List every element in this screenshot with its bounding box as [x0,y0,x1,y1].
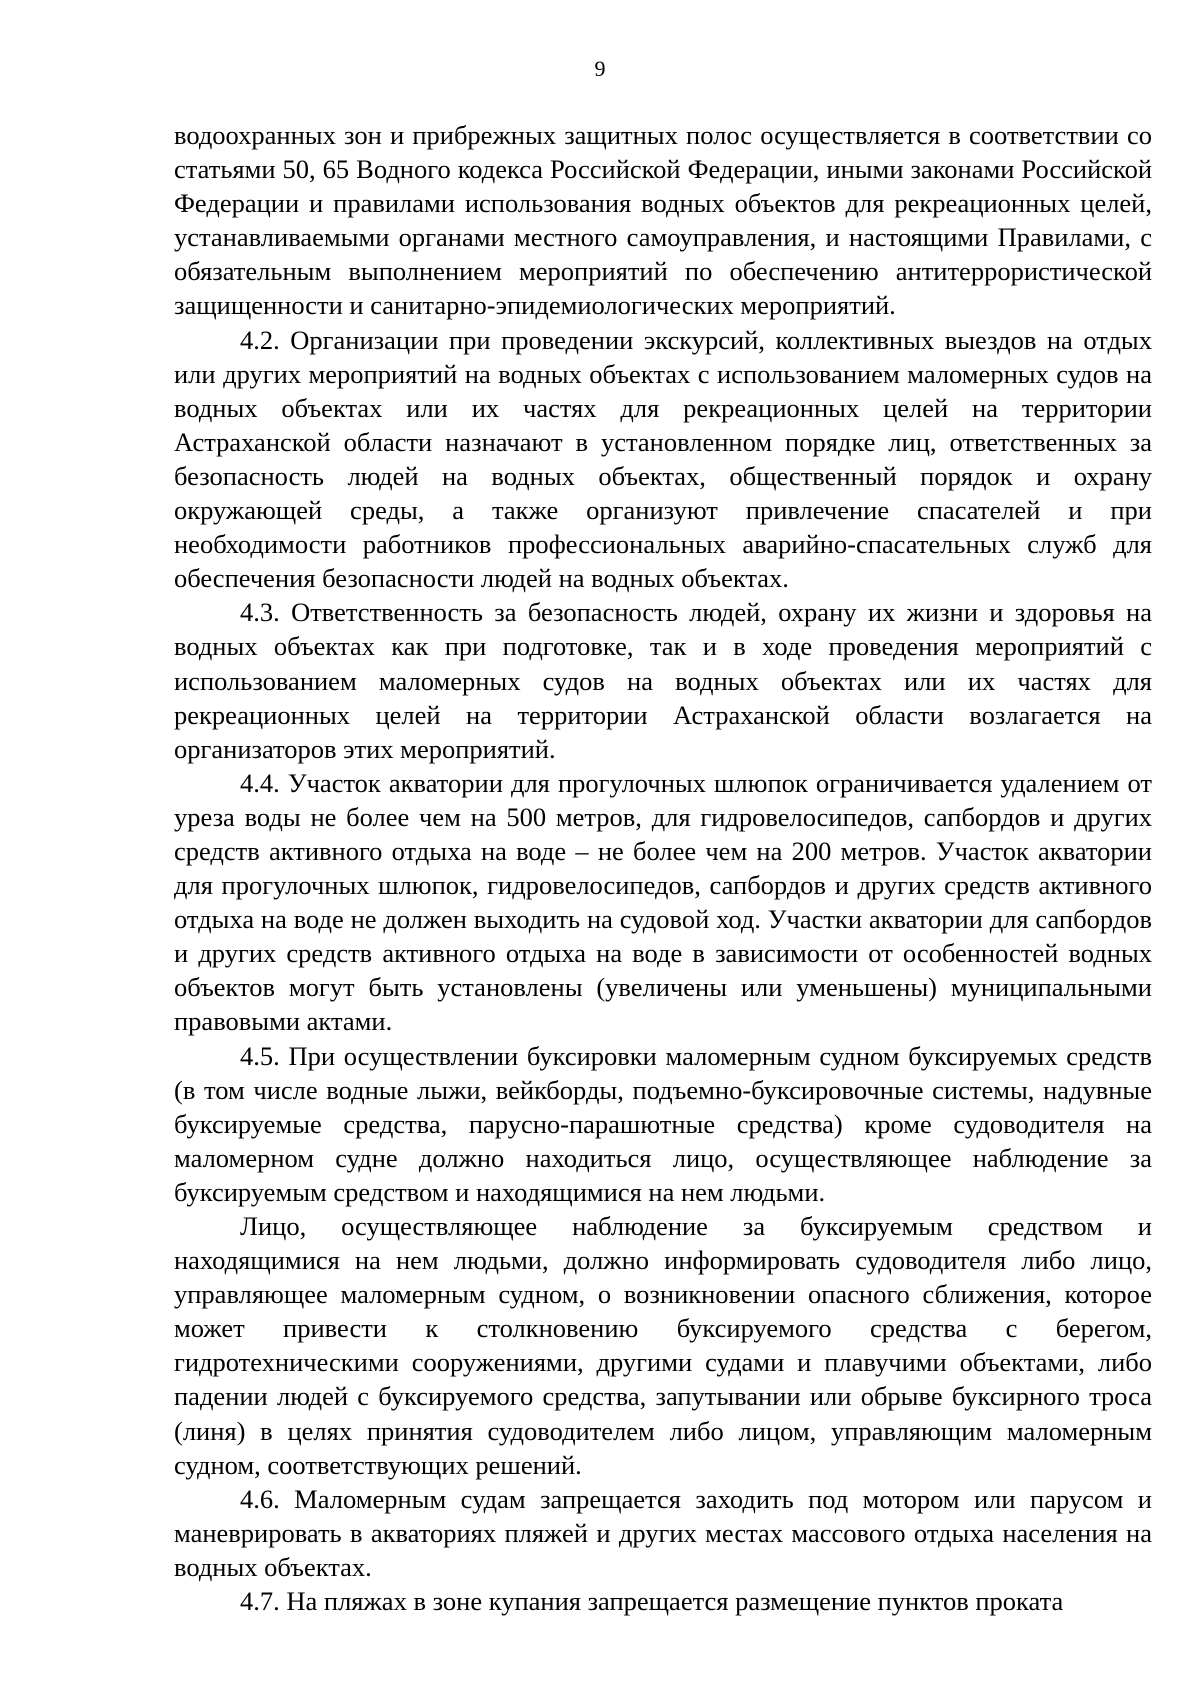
paragraph-4-6: 4.6. Маломерным судам запрещается заходить под мотором или парусом и маневрировать в акваториях пляжей и других местах массового отдыха населения на водных объектах. [174,1483,1152,1582]
paragraph-4-3: 4.3. Ответственность за безопасность людей, охрану их жизни и здоровья на водных объектах как при подготовке, так и в ходе проведения мероприятий с использованием маломерных судов на водных объектах или их частях для рекреационных целей на территории Астраханской области возлагается на организаторов этих мероприятий. [174,597,1152,764]
paragraph-4-5: 4.5. При осуществлении буксировки маломерным судном буксируемых средств (в том числе водные лыжи, вейкборды, подъемно-буксировочные системы, надувные буксируемые средства, парусно-парашютные средства) кроме судоводителя на маломерном судне должно находиться лицо, осуществляющее наблюдение за буксируемым средством и находящимися на нем людьми. [174,1040,1152,1207]
paragraph-4-4: 4.4. Участок акватории для прогулочных шлюпок ограничивается удалением от уреза воды не более чем на 500 метров, для гидровелосипедов, сапбордов и других средств активного отдыха на воде – не более чем на 200 метров. Участок акватории для прогулочных шлюпок, гидровелосипедов, сапбордов и других средств активного отдыха на воде не должен выходить на судовой ход. Участки акватории для сапбордов и других средств активного отдыха на воде в зависимости от особенностей водных объектов могут быть установлены (увеличены или уменьшены) муниципальными правовыми актами. [174,767,1152,1037]
paragraph-continuation: водоохранных зон и прибрежных защитных полос осуществляется в соответствии со статьями 50, 65 Водного кодекса Российской Федерации, иными законами Российской Федерации и правилами использования водных объектов для рекреационных целей, устанавливаемыми органами местного самоуправления, и настоящими Правилами, с обязательным выполнением мероприятий по обеспечению антитеррористической защищенности и санитарно-эпидемиологических мероприятий. [174,120,1152,321]
document-body [174,118,1152,1618]
paragraph-4-2: 4.2. Организации при проведении экскурсий, коллективных выездов на отдых или других мероприятий на водных объектах с использованием маломерных судов на водных объектах или их частях для рекреационных целей на территории Астраханской области назначают в установленном порядке лиц, ответственных за безопасность людей на водных объектах, общественный порядок и охрану окружающей среды, а также организуют привлечение спасателей и при необходимости работников профессиональных аварийно-спасательных служб для обеспечения безопасности людей на водных объектах. [174,324,1152,594]
paragraph-4-7: 4.7. На пляжах в зоне купания запрещается размещение пунктов проката [240,1586,1064,1617]
paragraph-4-5-continued: Лицо, осуществляющее наблюдение за буксируемым средством и находящимися на нем людьми, должно информировать судоводителя либо лицо, управляющее маломерным судном, о возникновении опасного сближения, которое может привести к столкновению буксируемого средства с берегом, гидротехническими сооружениями, другими судами и плавучими объектами, либо падении людей с буксируемого средства, запутывании или обрыве буксирного троса (линя) в целях принятия судоводителем либо лицом, управляющим маломерным судном, соответствующих решений. [174,1211,1152,1480]
page-number: 9 [594,56,606,81]
